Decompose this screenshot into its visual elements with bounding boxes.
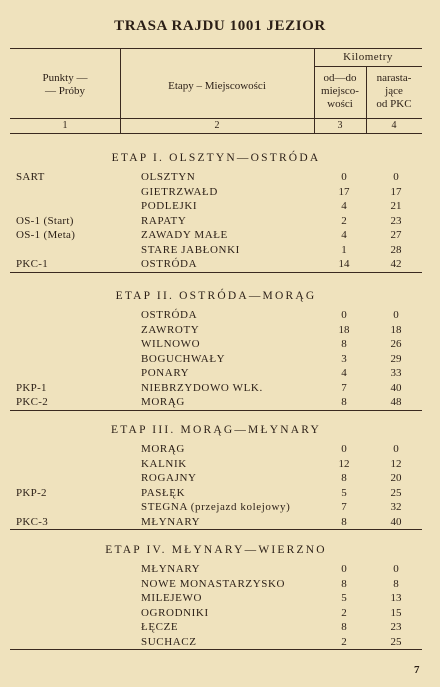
place-name: MŁYNARY [141, 563, 201, 575]
route-row [10, 592, 422, 606]
cumulative-value: 18 [390, 323, 402, 336]
stage-title: ETAP II. OSTRÓDA—MORĄG [115, 290, 317, 302]
route-row [10, 171, 422, 185]
stage-title: ETAP I. OLSZTYN—OSTRÓDA [111, 152, 321, 164]
header-stages: Etapy – Miejscowości [168, 80, 266, 92]
cumulative-value: 27 [390, 229, 402, 241]
distance-value: 8 [341, 515, 347, 528]
route-row [10, 501, 422, 515]
cumulative-value: 40 [390, 381, 402, 394]
checkpoint-label: PKP-1 [16, 381, 47, 394]
place-name: OLSZTYN [141, 171, 196, 183]
place-name: STARE JABŁONKI [141, 243, 240, 256]
header-cumulative: narasta- jące od PKC [376, 72, 412, 110]
place-name: NOWE MONASTARZYSKO [141, 577, 286, 590]
cumulative-value: 15 [390, 606, 402, 619]
cumulative-value: 17 [390, 185, 402, 198]
cumulative-value: 0 [393, 309, 399, 321]
cumulative-value: 48 [390, 396, 402, 408]
cumulative-value: 0 [393, 443, 399, 455]
distance-value: 7 [341, 381, 347, 394]
place-name: NIEBRZYDOWO WLK. [141, 381, 263, 394]
cumulative-value: 25 [390, 635, 402, 648]
distance-value: 0 [341, 171, 347, 183]
route-row [10, 186, 422, 200]
route-row [10, 367, 422, 381]
place-name: RAPATY [141, 214, 187, 227]
cumulative-value: 23 [390, 214, 402, 227]
cumulative-value: 42 [390, 258, 402, 270]
place-name: ŁĘCZE [141, 621, 179, 633]
distance-value: 7 [341, 501, 347, 513]
page-title: TRASA RAJDU 1001 JEZIOR [114, 18, 326, 34]
distance-value: 8 [341, 472, 347, 484]
place-name: ZAWADY MAŁE [141, 229, 228, 241]
route-row [10, 458, 422, 472]
distance-value: 18 [338, 323, 350, 336]
place-name: OSTRÓDA [141, 258, 198, 270]
distance-value: 12 [338, 457, 350, 470]
route-row [10, 324, 422, 338]
cumulative-value: 26 [390, 338, 402, 350]
distance-value: 1 [341, 243, 347, 256]
place-name: PODLEJKI [141, 200, 198, 212]
place-name: PASŁĘK [141, 486, 186, 499]
cumulative-value: 32 [390, 501, 402, 513]
cumulative-value: 40 [390, 515, 402, 528]
cumulative-value: 8 [393, 577, 399, 590]
distance-value: 8 [341, 338, 347, 350]
checkpoint-label: PKC-1 [16, 258, 49, 270]
table-header [10, 48, 422, 134]
route-row [10, 472, 422, 486]
distance-value: 0 [341, 443, 347, 455]
place-name: PONARY [141, 367, 190, 379]
cumulative-value: 21 [390, 200, 402, 212]
cumulative-value: 0 [393, 563, 399, 575]
place-name: KALNIK [141, 457, 187, 470]
distance-value: 17 [338, 185, 350, 198]
cumulative-value: 25 [390, 486, 402, 499]
cumulative-value: 33 [390, 367, 402, 379]
place-name: MORĄG [141, 396, 185, 408]
cumulative-value: 23 [390, 621, 402, 633]
header-num-4: 4 [391, 120, 397, 131]
distance-value: 8 [341, 396, 347, 408]
checkpoint-label: SART [16, 171, 45, 183]
stage-divider [10, 529, 422, 530]
distance-value: 4 [341, 229, 347, 241]
place-name: STEGNA (przejazd kolejowy) [141, 501, 291, 513]
distance-value: 0 [341, 563, 347, 575]
page-number: 7 [414, 664, 420, 676]
route-row [10, 244, 422, 258]
route-row [10, 309, 422, 323]
distance-value: 5 [341, 592, 347, 604]
header-num-2: 2 [214, 120, 220, 131]
distance-value: 8 [341, 621, 347, 633]
route-row [10, 200, 422, 214]
checkpoint-label: PKP-2 [16, 486, 47, 499]
route-row [10, 443, 422, 457]
place-name: MILEJEWO [141, 592, 203, 604]
route-row [10, 396, 422, 410]
cumulative-value: 13 [390, 592, 402, 604]
place-name: OGRODNIKI [141, 606, 209, 619]
stage-divider [10, 649, 422, 650]
stage-divider [10, 410, 422, 411]
distance-value: 0 [341, 309, 347, 321]
stage-title: ETAP IV. MŁYNARY—WIERZNO [105, 544, 327, 556]
checkpoint-label: OS-1 (Meta) [16, 229, 76, 241]
place-name: WILNOWO [141, 338, 201, 350]
distance-value: 4 [341, 200, 347, 212]
route-row [10, 636, 422, 650]
cumulative-value: 20 [390, 472, 402, 484]
checkpoint-label: PKC-2 [16, 396, 49, 408]
distance-value: 2 [341, 606, 347, 619]
route-row [10, 353, 422, 367]
route-row [10, 563, 422, 577]
header-points: Punkty — — Próby [42, 72, 88, 97]
distance-value: 2 [341, 635, 347, 648]
header-num-1: 1 [62, 120, 68, 131]
checkpoint-label: OS-1 (Start) [16, 214, 74, 227]
distance-value: 5 [341, 486, 347, 499]
route-row [10, 258, 422, 272]
header-distance: od—do miejsco- wości [321, 72, 359, 110]
place-name: OSTRÓDA [141, 309, 198, 321]
header-kilometry: Kilometry [343, 51, 393, 63]
header-num-3: 3 [337, 120, 343, 131]
stage-divider [10, 272, 422, 273]
route-row [10, 516, 422, 530]
place-name: BOGUCHWAŁY [141, 352, 226, 365]
place-name: MORĄG [141, 443, 185, 455]
cumulative-value: 29 [390, 352, 402, 365]
cumulative-value: 12 [390, 457, 402, 470]
route-row [10, 607, 422, 621]
route-row [10, 382, 422, 396]
checkpoint-label: PKC-3 [16, 515, 49, 528]
distance-value: 14 [338, 258, 350, 270]
distance-value: 4 [341, 367, 347, 379]
distance-value: 2 [341, 214, 347, 227]
distance-value: 8 [341, 577, 347, 590]
place-name: MŁYNARY [141, 515, 201, 528]
stage-title: ETAP III. MORĄG—MŁYNARY [111, 424, 321, 436]
route-row [10, 578, 422, 592]
cumulative-value: 28 [390, 243, 402, 256]
route-row [10, 215, 422, 229]
route-row [10, 487, 422, 501]
cumulative-value: 0 [393, 171, 399, 183]
route-row [10, 621, 422, 635]
place-name: SUCHACZ [141, 635, 197, 648]
place-name: ROGAJNY [141, 472, 197, 484]
route-row [10, 229, 422, 243]
route-row [10, 338, 422, 352]
distance-value: 3 [341, 352, 347, 365]
place-name: ZAWROTY [141, 323, 200, 336]
place-name: GIETRZWAŁD [141, 185, 218, 198]
